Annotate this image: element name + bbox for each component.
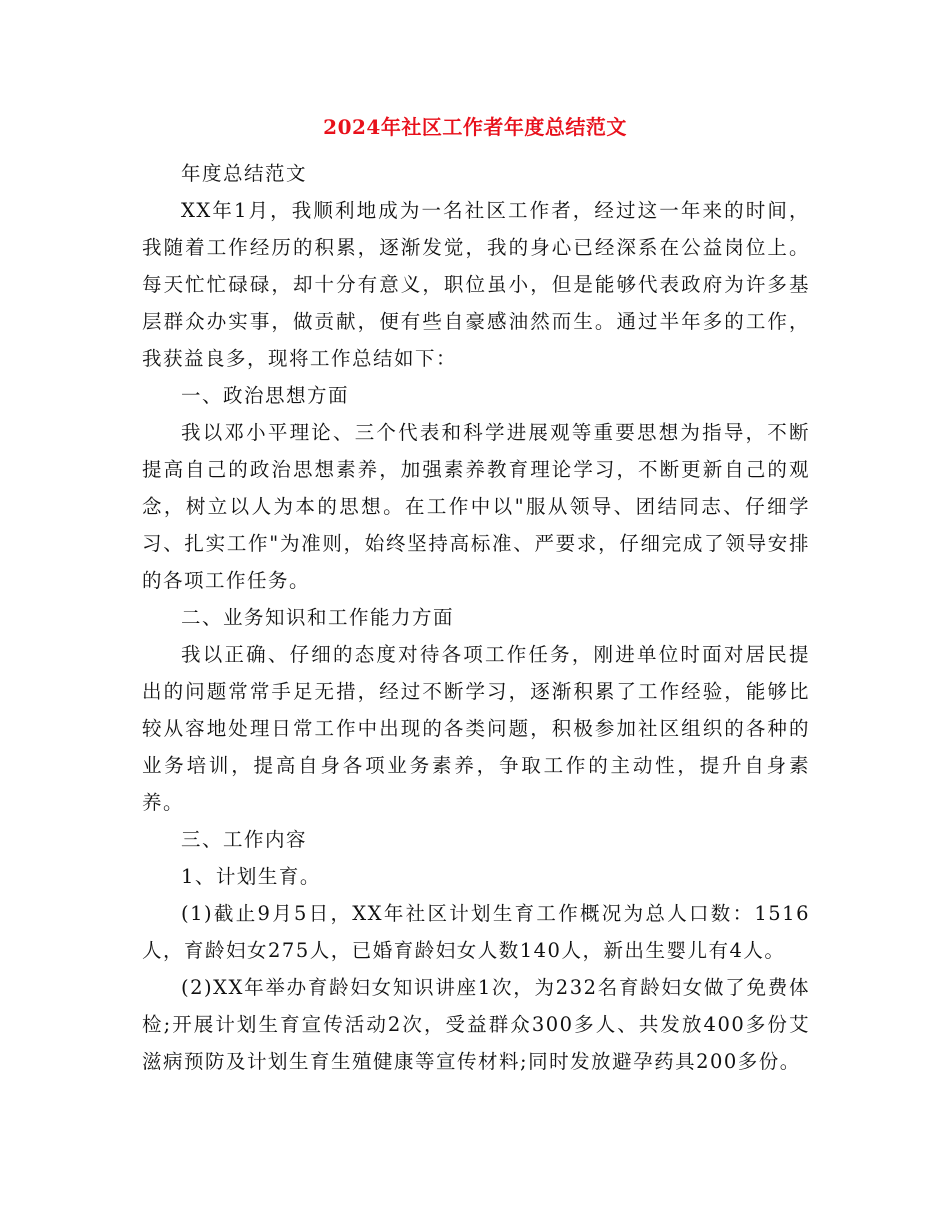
heading-family-planning: 1、计划生育。 bbox=[181, 865, 321, 888]
paragraph-subtitle: 年度总结范文 bbox=[181, 162, 308, 185]
heading-work-content: 三、工作内容 bbox=[181, 828, 308, 851]
paragraph-political: 我以邓小平理论、三个代表和科学进展观等重要思想为指导，不断提高自己的政治思想素养，加强素养教育理论学习，不断更新自己的观念，树立以人为本的思想。在工作中以"服从领导、团结同志、仔细学习、扎实工作"为准则，始终坚持高标准、严要求，仔细完成了领导安排的各项工作任务。 bbox=[142, 421, 810, 592]
heading-business: 二、业务知识和工作能力方面 bbox=[181, 606, 455, 629]
paragraph-item-1: (1)截止9月5日，XX年社区计划生育工作概况为总人口数：1516人，育龄妇女275人，已婚育龄妇女人数140人，新出生婴儿有4人。 bbox=[142, 902, 810, 962]
document-body bbox=[142, 155, 810, 1080]
paragraph-intro: XX年1月，我顺利地成为一名社区工作者，经过这一年来的时间，我随着工作经历的积累，逐渐发觉，我的身心已经深系在公益岗位上。每天忙忙碌碌，却十分有意义，职位虽小，但是能够代表政府为许多基层群众办实事，做贡献，便有些自豪感油然而生。通过半年多的工作，我获益良多，现将工作总结如下： bbox=[142, 199, 810, 370]
heading-political: 一、政治思想方面 bbox=[181, 384, 350, 407]
paragraph-item-2: (2)XX年举办育龄妇女知识讲座1次，为232名育龄妇女做了免费体检;开展计划生育宣传活动2次，受益群众300多人、共发放400多份艾滋病预防及计划生育生殖健康等宣传材料;同时发放避孕药具200多份。 bbox=[142, 976, 810, 1073]
document-title: 2024年社区工作者年度总结范文 bbox=[323, 115, 627, 139]
paragraph-business: 我以正确、仔细的态度对待各项工作任务，刚进单位时面对居民提出的问题常常手足无措，经过不断学习，逐渐积累了工作经验，能够比较从容地处理日常工作中出现的各类问题，积极参加社区组织的各种的业务培训，提高自身各项业务素养，争取工作的主动性，提升自身素养。 bbox=[142, 643, 810, 814]
